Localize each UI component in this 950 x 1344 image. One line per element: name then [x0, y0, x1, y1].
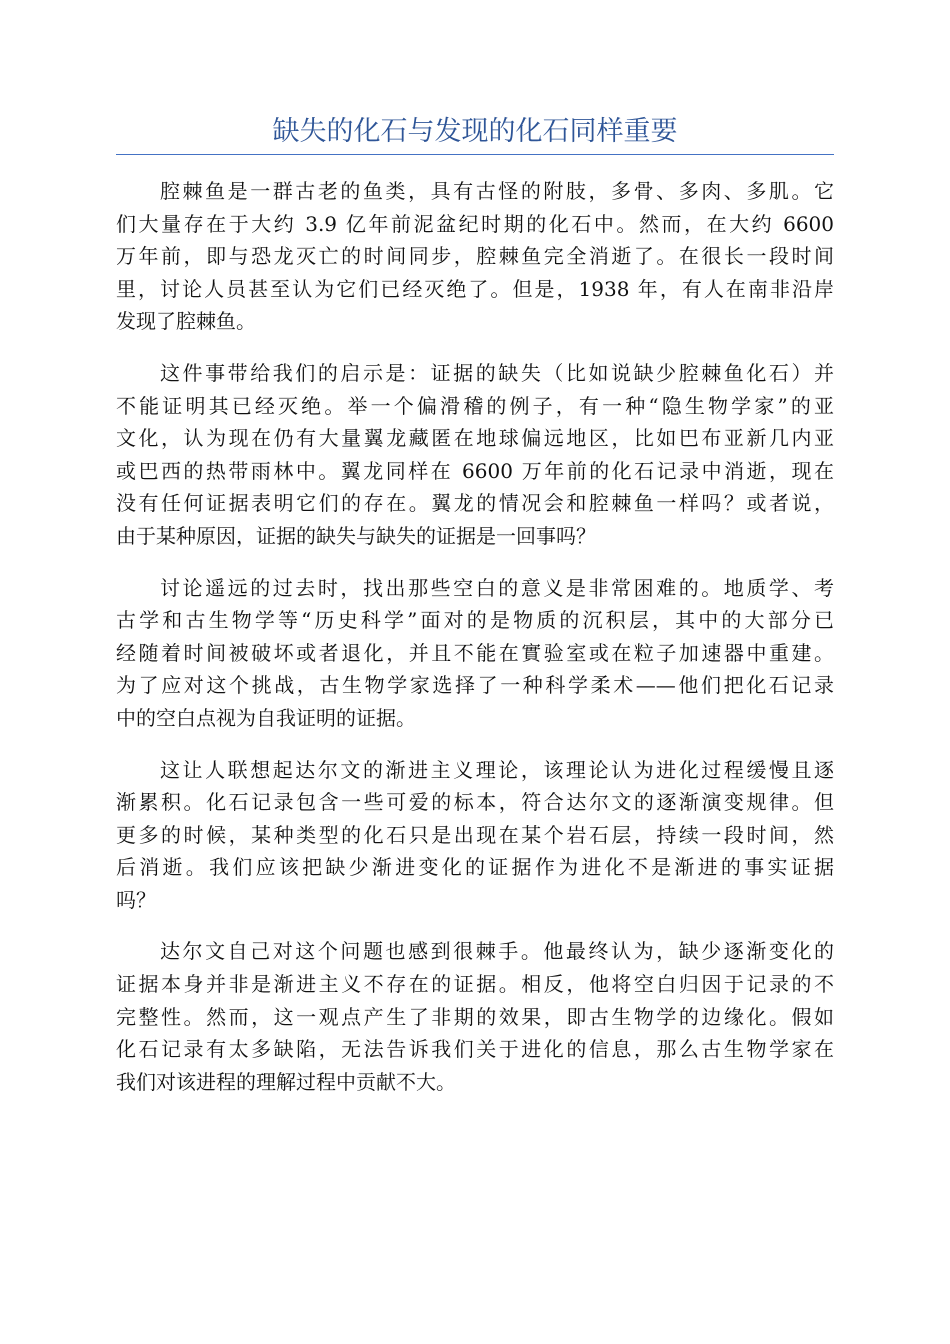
- paragraph-line: 渐累积。化石记录包含一些可爱的标本，符合达尔文的逐渐演变规律。但: [116, 790, 834, 815]
- paragraph-line: 化石记录有太多缺陷，无法告诉我们关于进化的信息，那么古生物学家在: [116, 1037, 834, 1062]
- document-body: [116, 175, 834, 1117]
- paragraph-line: 吗？: [116, 887, 156, 912]
- paragraph-line: 不能证明其已经灭绝。举一个偏滑稽的例子，有一种“隐生物学家”的亚: [116, 393, 834, 418]
- paragraph-line: 里，讨论人员甚至认为它们已经灭绝了。但是，1938 年，有人在南非沿岸: [116, 276, 834, 301]
- paragraph-line: 们大量存在于大约 3.9 亿年前泥盆纪时期的化石中。然而，在大约 6600: [116, 211, 834, 236]
- paragraph-4: [116, 754, 834, 917]
- paragraph-2: [116, 357, 834, 553]
- paragraph-line: 为了应对这个挑战，古生物学家选择了一种科学柔术——他们把化石记录: [116, 673, 834, 698]
- paragraph-line: 这让人联想起达尔文的渐进主义理论，该理论认为进化过程缓慢且逐: [160, 757, 834, 782]
- paragraph-line: 达尔文自己对这个问题也感到很棘手。他最终认为，缺少逐渐变化的: [160, 939, 834, 964]
- paragraph-line: 或巴西的热带雨林中。翼龙同样在 6600 万年前的化石记录中消逝，现在: [116, 458, 834, 483]
- paragraph-1: [116, 175, 834, 338]
- paragraph-line: 讨论遥远的过去时，找出那些空白的意义是非常困难的。地质学、考: [160, 575, 834, 600]
- paragraph-line: 完整性。然而，这一观点产生了非期的效果，即古生物学的边缘化。假如: [116, 1004, 834, 1029]
- paragraph-line: 发现了腔棘鱼。: [116, 309, 256, 334]
- paragraph-5: [116, 935, 834, 1098]
- paragraph-line: 中的空白点视为自我证明的证据。: [116, 705, 416, 730]
- paragraph-line: 万年前，即与恐龙灭亡的时间同步，腔棘鱼完全消逝了。在很长一段时间: [116, 244, 834, 269]
- paragraph-line: 古学和古生物学等“历史科学”面对的是物质的沉积层，其中的大部分已: [116, 608, 834, 633]
- paragraph-line: 腔棘鱼是一群古老的鱼类，具有古怪的附肢，多骨、多肉、多肌。它: [160, 179, 834, 203]
- paragraph-line: 后消逝。我们应该把缺少渐进变化的证据作为进化不是渐进的事实证据: [116, 855, 834, 880]
- paragraph-line: 没有任何证据表明它们的存在。翼龙的情况会和腔棘鱼一样吗？或者说，: [116, 491, 834, 516]
- paragraph-line: 我们对该进程的理解过程中贡献不大。: [116, 1069, 456, 1094]
- paragraph-line: 这件事带给我们的启示是：证据的缺失（比如说缺少腔棘鱼化石）并: [160, 360, 834, 385]
- paragraph-line: 由于某种原因，证据的缺失与缺失的证据是一回事吗？: [116, 523, 596, 548]
- paragraph-line: 文化，认为现在仍有大量翼龙藏匿在地球偏远地区，比如巴布亚新几内亚: [116, 426, 834, 451]
- title-underline: [116, 154, 834, 155]
- paragraph-line: 证据本身并非是渐进主义不存在的证据。相反，他将空白归因于记录的不: [116, 972, 834, 997]
- paragraph-line: 经随着时间被破坏或者退化，并且不能在實验室或在粒子加速器中重建。: [116, 640, 834, 665]
- paragraph-line: 更多的时候，某种类型的化石只是出现在某个岩石层，持续一段时间，然: [116, 822, 834, 847]
- paragraph-3: [116, 572, 834, 735]
- document-title: 缺失的化石与发现的化石同样重要: [272, 116, 678, 147]
